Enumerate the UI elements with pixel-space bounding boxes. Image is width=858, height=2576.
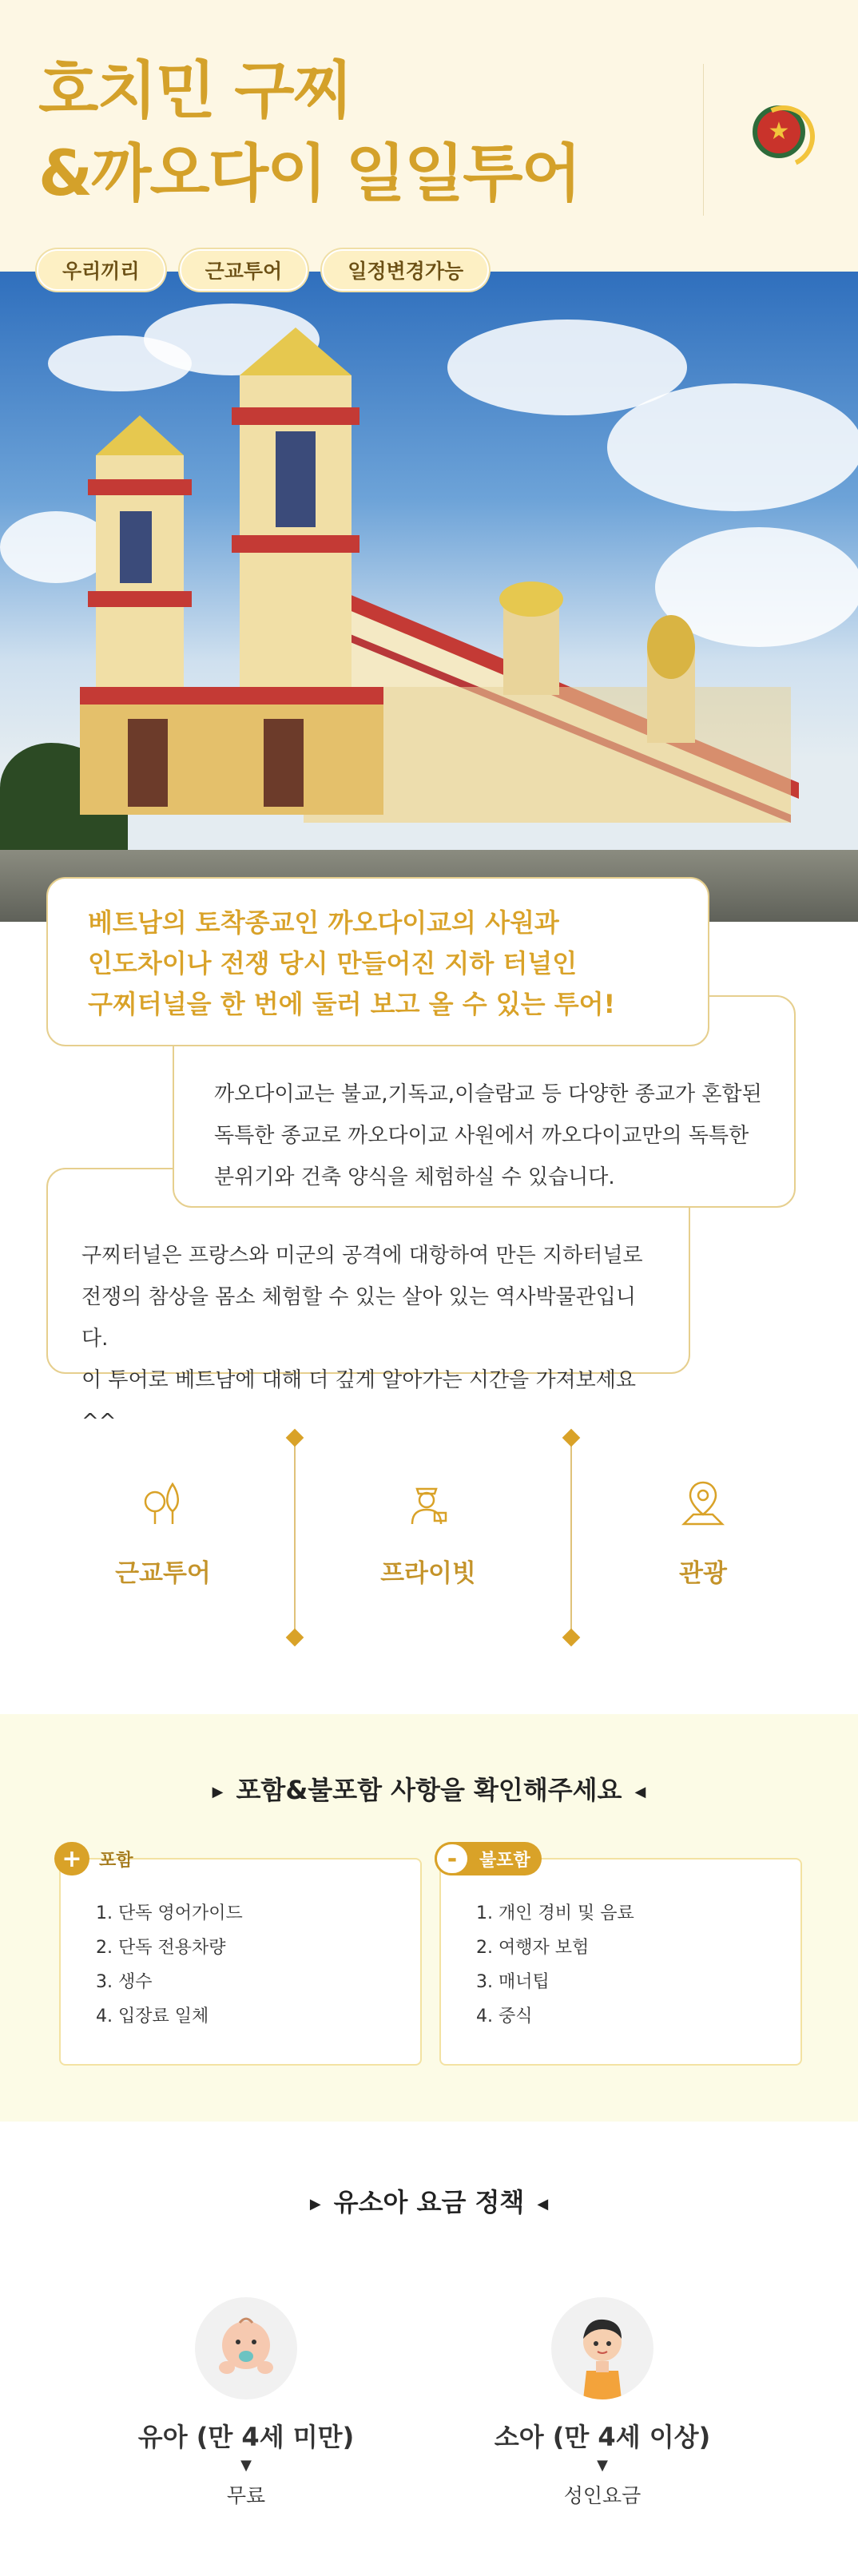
feature-label: 프라이빗: [380, 1559, 476, 1588]
plus-icon: +: [54, 1842, 89, 1875]
infant-fee: [126, 2297, 366, 2509]
list-item: 3. 매너팁: [476, 1972, 550, 1992]
arrow-down-icon: ▼: [597, 2457, 608, 2474]
list-item: 4. 입장료 일체: [96, 2006, 209, 2026]
tag-private-group: 우리끼리: [37, 249, 165, 291]
minus-icon: -: [435, 1842, 470, 1875]
intro-headline-line-2: 인도차이나 전쟁 당시 만들어진 지하 터널인: [88, 948, 578, 978]
page-title: [38, 50, 580, 216]
included-box: [59, 1844, 422, 2066]
header-banner: [0, 0, 858, 272]
included-label: 포함: [99, 1850, 133, 1871]
child-fee-title: 유소아 요금 정책: [333, 2187, 525, 2217]
feature-divider: [570, 1438, 572, 1637]
child-fee-title-row: [0, 2182, 858, 2219]
list-item: 4. 중식: [476, 2006, 533, 2026]
map-pin-icon: [677, 1478, 729, 1529]
title-line-2: &까오다이 일일투어: [38, 138, 580, 210]
feature-suburban-tour: [67, 1478, 259, 1589]
cu-chi-description: 구찌터널은 프랑스와 미군의 공격에 대항하여 만든 지하터널로 전쟁의 참상을 몸소 체험할 수 있는 살아 있는 역사박물관입니다. 이 투어로 베트남에 대해 더 깊게 알아가는 시간을 가져보세요^^: [81, 1244, 643, 1434]
tag-suburban-tour: 근교투어: [180, 249, 308, 291]
feature-sightseeing: [607, 1478, 799, 1589]
header-divider: [703, 64, 704, 216]
intro-headline-line-3: 구찌터널을 한 번에 둘러 보고 올 수 있는 투어!: [88, 989, 616, 1019]
triangle-left-icon: ◀: [537, 2195, 549, 2213]
tag-list: [37, 249, 489, 291]
triangle-right-icon: ▶: [212, 1783, 224, 1800]
baby-icon: [195, 2297, 297, 2399]
intro-headline-card: [46, 877, 709, 1046]
list-item: 1. 단독 영어가이드: [96, 1903, 243, 1923]
trees-icon: [137, 1478, 189, 1529]
child-fee-section: [0, 2122, 858, 2576]
hero-photo-cao-dai-temple: [0, 272, 858, 922]
feature-label: 근교투어: [115, 1559, 211, 1588]
excluded-label: 불포함: [479, 1850, 530, 1871]
private-guide-icon: [403, 1478, 454, 1529]
intro-headline-line-1: 베트남의 토착종교인 까오다이교의 사원과: [88, 907, 559, 938]
inclusions-section: [0, 1714, 858, 2122]
star-icon: ★: [768, 117, 790, 145]
excluded-box: [439, 1844, 802, 2066]
inclusions-title: 포함&불포함 사항을 확인해주세요: [236, 1775, 622, 1805]
included-list: [96, 1896, 388, 2034]
infant-label: 유아 (만 4세 미만): [137, 2422, 355, 2452]
included-badge: [54, 1842, 145, 1875]
list-item: 3. 생수: [96, 1972, 153, 1992]
list-item: 2. 여행자 보험: [476, 1938, 590, 1958]
child-price: 성인요금: [563, 2484, 642, 2507]
infant-price: 무료: [226, 2484, 266, 2507]
tag-schedule-change: 일정변경가능: [322, 249, 489, 291]
temple-illustration: [0, 272, 858, 922]
title-line-1: 호치민 구찌: [38, 55, 352, 127]
arrow-down-icon: ▼: [240, 2457, 252, 2474]
child-icon: [551, 2297, 653, 2399]
child-label: 소아 (만 4세 이상): [494, 2422, 711, 2452]
list-item: 1. 개인 경비 및 음료: [476, 1903, 634, 1923]
vietnam-flag-icon: [753, 105, 805, 158]
inclusions-title-row: [0, 1770, 858, 1807]
list-item: 2. 단독 전용차량: [96, 1938, 226, 1958]
cao-dai-description: 까오다이교는 불교,기독교,이슬람교 등 다양한 종교가 혼합된 독특한 종교로 까오다이교 사원에서 까오다이교만의 독특한 분위기와 건축 양식을 체험하실 수 있습니다.: [214, 1082, 762, 1189]
excluded-list: [476, 1896, 769, 2034]
excluded-badge: [435, 1842, 542, 1875]
child-fee: [483, 2297, 722, 2509]
feature-label: 관광: [679, 1559, 727, 1588]
feature-list: [0, 1430, 858, 1637]
feature-private: [332, 1478, 524, 1589]
triangle-left-icon: ◀: [634, 1783, 646, 1800]
feature-divider: [294, 1438, 296, 1637]
triangle-right-icon: ▶: [309, 2195, 321, 2213]
